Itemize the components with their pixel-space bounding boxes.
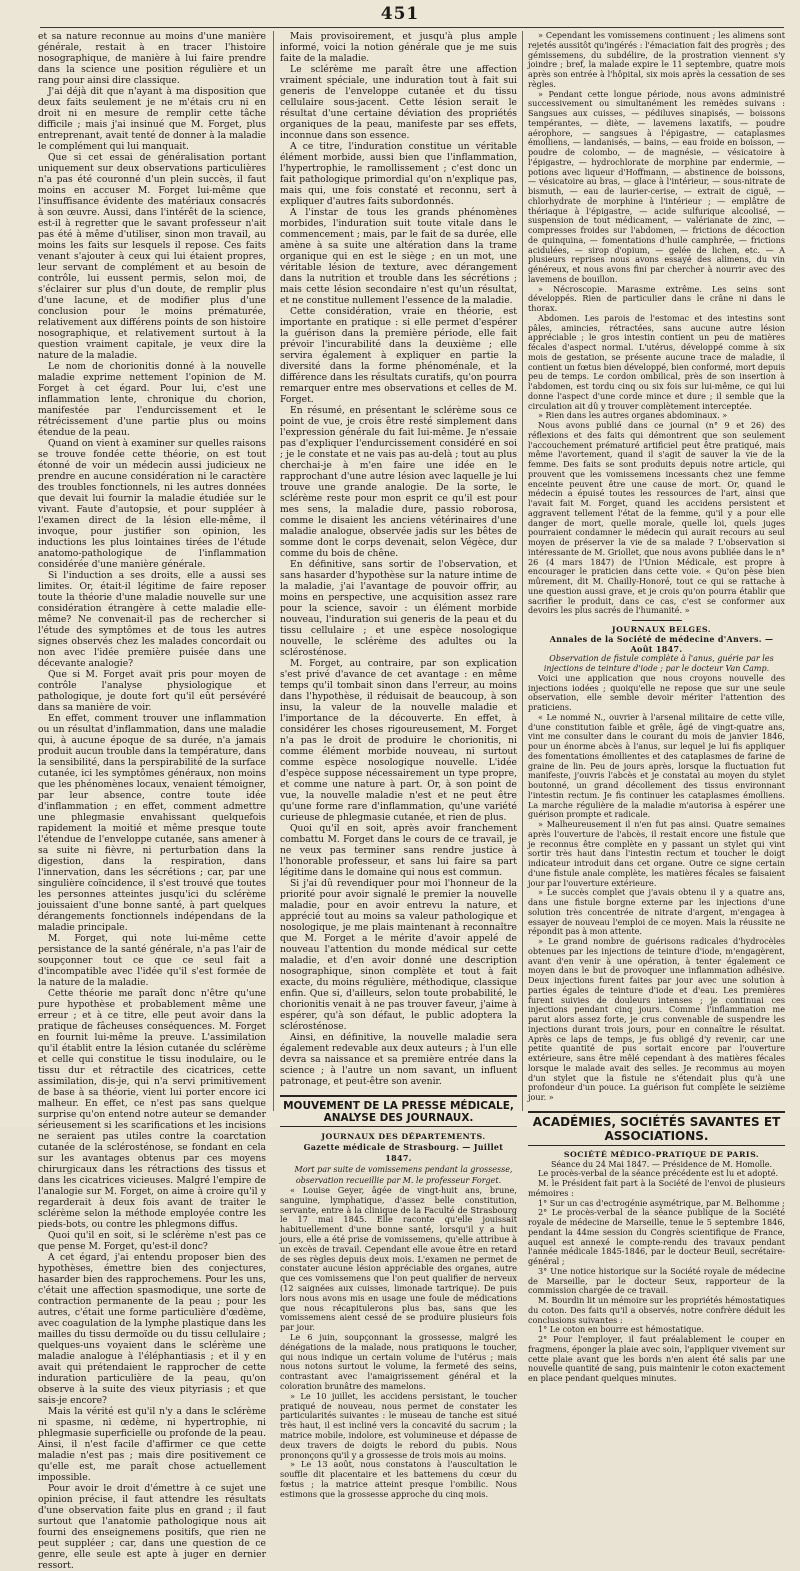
paragraph: » Le 10 juillet, les accidens persistant, le toucher pratiqué de nouveau, nous permet de constater les particularités suivantes : le museau de tanche est situé très haut, il est incliné vers la concavité du sacrum ; la matrice mobile, indolore, est volumineuse et dépasse de deux travers de doigts le rebord du pubis. Nous prononçons qu'il y a grossesse de trois mois au moins. <box>280 1390 517 1460</box>
article-title: Observation de fistule complète à l'anus, guérie par les injections de teinture d'iode ; par le docteur Van Camp. <box>543 654 774 673</box>
paragraph: 2° Le procès-verbal de la séance publique de la Société royale de médecine de Marseille, tenue le 5 septembre 1846, pendant la 44me session du Congrès scientifique de France, auquel est annexé le compte-rendu des travaux pendant l'année médicale 1845-1846, par le docteur Beuil, secrétaire-général ; <box>528 1207 785 1266</box>
paragraph: Nous avons publié dans ce journal (n° 9 et 26) des réflexions et des faits qui démontrent que son seulement l'accouchement prématuré artificiel peut être pratiqué, mais même l'avortement, quand il s'agit de sauver la vie de la femme. Des faits se sont produits depuis notre article, qui prouvent que les vomissemens incessants chez une femme enceinte peuvent être une cause de mort. Or, quand le médecin a épuisé toutes les ressources de l'art, ainsi que l'avait fait M. Forget, quand les accidens persistent et aggravent tellement l'état de la femme, qu'il y a pour elle danger de mort, quelle morale, quelle loi, quels juges pourraient condamner le médecin qui aurait recours au seul moyen de préserver la vie de sa malade ? L'observation si intéressante de M. Griollet, que nous avons publiée dans le n° 26 (4 mars 1847) de l'Union Médicale, est propre à encourager le praticien dans cette voie. « Qu'on pèse bien mûrement, dit M. Chailly-Honoré, tout ce qui se rattache à une question aussi grave, et je crois qu'on pourra établir que sacrifier le produit, dans ce cas, c'est se conformer aux devoirs les plus sacrés de l'humanité. » <box>528 420 785 616</box>
paragraph: Voici une application que nous croyons nouvelle des injections iodées ; quoiqu'elle ne repose que sur une seule observation, elle semble devoir mériter l'attention des praticiens. <box>528 672 785 712</box>
paragraph: Quand on vient à examiner sur quelles raisons se trouve fondée cette théorie, on est tout étonné de voir un médecin aussi judicieux ne prendre en aucune considération ni le caractère des troubles fonctionnels, ni les autres données que devait lui fournir la maladie étudiée sur le vivant. Faute d'autopsie, et pour suppléer à l'examen direct de la lésion elle-même, il invoque, pour justifier son opinion, les inductions les plus lointaines tirées de l'étude anatomo-pathologique de l'inflammation considérée d'une manière générale. <box>38 438 266 570</box>
paragraph: Mais provisoirement, et jusqu'à plus ample informé, voici la notion générale que je me suis faite de la maladie. <box>280 31 517 64</box>
paragraph: « Le nommé N., ouvrier à l'arsenal militaire de cette ville, d'une constitution faible et grêle, âgé de vingt-quatre ans, vint me consulter dans le courant du mois de janvier 1846, pour un énorme abcès à l'anus, sur lequel je lui fis appliquer des fomentations émollientes et des cataplasmes de farine de graine de lin. Peu de jours après, lorsque la fluctuation fut manifeste, j'ouvris l'abcès et je constatai au moyen du stylet boutonné, un grand décollement des tissus environnant l'intestin rectum. Je fis continuer les cataplasmes émolliens. La marche régulière de la maladie m'autorisa à espérer une guérison prompte et radicale. <box>528 711 785 820</box>
header-rule <box>40 27 784 28</box>
paragraph: » Cependant les vomissemens continuent ; les alimens sont rejetés aussitôt qu'ingérés : l'émaciation fait des progrès ; des gémissemens, du subdélire, de la prostration viennent s'y joindre ; bref, la malade expire le 11 septembre, quatre mois après son entrée à l'hôpital, six mois après la cessation de ses règles. <box>528 30 785 89</box>
paragraph: M. Forget, au contraire, par son explication s'est privé d'avance de cet avantage : en même temps qu'il tombait sinon dans l'erreur, au moins dans l'hypothèse, il réduisait de beaucoup, à son insu, la valeur de la nouvelle maladie et l'importance de la découverte. En effet, à considérer les choses rigoureusement, M. Forget n'a pas le droit de produire le chorionitis, ni comme élément morbide nouveau, ni surtout comme espèce nosologique nouvelle. L'idée d'espèce suppose nécessairement un type propre, et comme une nature à part. Or, à son point de vue, la nouvelle maladie n'est et ne peut être qu'une forme rare d'inflammation, qu'une variété curieuse de phlegmasie cutanée, et rien de plus. <box>280 658 517 823</box>
paragraph: 3° Une notice historique sur la Société royale de médecine de Marseille, par le docteur Seux, rapporteur de la commission chargée de ce travail. <box>528 1265 785 1296</box>
paragraph: A cet égard, j'ai entendu proposer bien des hypothèses, émettre bien des conjectures, hasarder bien des rapprochemens. Pour les uns, c'était une affection spasmodique, une sorte de contraction permanente de la peau ; pour les autres, c'était une forme particulière d'œdème, avec coagulation de la lymphe plastique dans les mailles du tissu dermoïde ou du tissu cellulaire ; quelques-uns voyaient dans le sclérème une maladie analogue à l'éléphantiasis ; et il y en avait qui prétendaient le rapprocher de cette induration particulière de la peau, qu'on observe à la suite des vieux pityriasis ; et que sais-je encore? <box>38 1252 266 1406</box>
paragraph: Si l'induction a ses droits, elle a aussi ses limites. Or, était-il légitime de faire reposer toute la théorie d'une maladie nouvelle sur une considération étrangère à cette maladie elle-même? Ne convenait-il pas de rechercher si l'étude des symptômes et de tous les autres signes observés chez les malades concordait ou non avec l'idée première puisée dans une décevante analogie? <box>38 570 266 669</box>
paragraph: M. Forget, qui note lui-même cette persistance de la santé générale, n'a pas l'air de soupçonner tout ce que ce seul fait a d'incompatible avec l'idée qu'il s'est formée de la nature de la maladie. <box>38 933 266 988</box>
paragraph: et sa nature reconnue au moins d'une manière générale, restait à en tracer l'histoire nosographique, de manière à lui faire prendre dans la science une position régulière et un rang pour ainsi dire classique. <box>38 31 266 86</box>
article-source: Annales de la Société de médecine d'Anvers. — Août 1847. <box>549 633 774 654</box>
paragraph: Cette théorie me paraît donc n'être qu'une pure hypothèse et probablement même une erreur ; et à ce titre, elle peut avoir dans la pratique de fâcheuses conséquences. M. Forget en fournit lui-même la preuve. L'assimilation qu'il établit entre la lésion cutanée du sclérème et celle qui constitue le tissu inodulaire, ou le tissu dur et rétractile des cicatrices, cette assimilation, dis-je, qui n'a servi primitivement de base à sa théorie, vient lui porter encore ici malheur. En effet, ce n'est pas sans quelque surprise qu'on entend notre auteur se demander sérieusement si les scarifications et les incisions ne seraient pas utiles contre la coarctation cutanée de la sclérosténose, se fondant en cela sur les avantages obtenus par ces moyens chirurgicaux dans les rétractions des tissus et dans les cicatrices vicieuses. Malgré l'empire de l'analogie sur M. Forget, on aime à croire qu'il y regarderait à deux fois avant de traiter le sclérème selon la méthode employée contre les pieds-bots, ou contre les phlegmons diffus. <box>38 988 266 1230</box>
article-source: Gazette médicale de Strasbourg. — Juillet 1847. <box>303 1142 504 1163</box>
paragraph: Que si M. Forget avait pris pour moyen de contrôle l'analyse physiologique et pathologique, je doute fort qu'il eût persévéré dans sa manière de voir. <box>38 669 266 713</box>
paragraph: Le procès-verbal de la séance précédente est lu et adopté. <box>538 1168 779 1179</box>
subsection-title-belgian: JOURNAUX BELGES. <box>611 625 712 634</box>
session-info: Séance du 24 Mai 1847. — Présidence de M. Homolle. <box>550 1159 773 1169</box>
paragraph: » Le 13 août, nous constatons à l'auscultation le souffle dit placentaire et les battemens du cœur du fœtus ; la matrice atteint presque l'ombilic. Nous estimons que la grossesse approche du cinq mois. <box>280 1459 517 1499</box>
section-title-academies: ACADÉMIES, SOCIÉTÉS SAVANTES ET ASSOCIATIONS. <box>528 1111 785 1146</box>
column-3 <box>528 30 785 1383</box>
paragraph: Abdomen. Les parois de l'estomac et des intestins sont pâles, amincies, rétractées, sans aucune autre lésion appréciable ; le gros intestin contient un peu de matières fécales d'aspect normal. L'utérus, développé comme à six mois de gestation, se présente aucune trace de maladie, il contient un fœtus bien développé, bien conformé, mort depuis peu de temps. Le cordon ombilical, près de son insertion à l'abdomen, est tordu cinq ou six fois sur lui-même, ce qui lui donne l'aspect d'une corde mince et dure ; il semble que la circulation ait dû y trouver complètement interceptée. <box>528 312 785 411</box>
paragraph: « Louise Geyer, âgée de vingt-huit ans, brune, sanguine, lymphatique, d'assez belle constitution, servante, entre à la clinique de la Faculté de Strasbourg le 17 mai 1845. Elle raconte qu'elle jouissait habituellement d'une bonne santé, lorsqu'il y a huit jours, elle a été prise de vomissemens, qu'elle attribue à un excès de travail. Cependant elle avoue être en retard de ses règles depuis deux mois. L'examen ne permet de constater aucune lésion appréciable des organes, autre que ces vomissemens que l'on peut qualifier de nerveux (12 saignées aux cuisses, limonade tartrique). De puis lors nous avons mis en usage une foule de médications que nous récapitulerons plus bas, sans que les vomissemens aient cessé de se produire plusieurs fois par jour. <box>280 1185 517 1333</box>
paragraph: Le sclérème me paraît être une affection vraiment spéciale, une induration tout à fait sui generis de l'enveloppe cutanée et du tissu cellulaire sous-jacent. Cette lésion serait le résultat d'une certaine déviation des propriétés organiques de la peau, manifeste par ses effets, inconnue dans son essence. <box>280 64 517 141</box>
paragraph: M. le Président fait part à la Société de l'envoi de plusieurs mémoires : <box>528 1178 785 1198</box>
article-body <box>280 1186 517 1500</box>
paragraph: A l'instar de tous les grands phénomènes morbides, l'induration suit toute vitale dans le commencement ; mais, par le fait de sa durée, elle amène à sa suite une altération dans la trame organique qui en est le siège ; en un mot, une véritable lésion de texture, avec dérangement dans la nutrition et trouble dans les sécrétions ; mais cette lésion secondaire n'est qu'un résultat, et ne constitue nullement l'essence de la maladie. <box>280 207 517 306</box>
paragraph: 1° Le coton en bourre est hémostatique. <box>538 1324 704 1335</box>
paragraph: Mais la vérité est qu'il n'y a dans le sclérème ni spasme, ni œdème, ni hypertrophie, ni phlegmasie superficielle ou profonde de la peau. Ainsi, il n'est facile d'affirmer ce que cette maladie n'est pas ; mais dire positivement ce qu'elle est, me paraît chose actuellement impossible. <box>38 1406 266 1483</box>
paragraph: M. Bourdin lit un mémoire sur les propriétés hémostatiques du coton. Des faits qu'il a observés, notre confrère déduit les conclusions suivantes : <box>528 1295 785 1325</box>
column-divider-2 <box>522 31 523 1111</box>
column-2 <box>280 31 517 1499</box>
section-title-press-review: MOUVEMENT DE LA PRESSE MÉDICALE, ANALYSE DES JOURNAUX. <box>280 1095 517 1127</box>
paragraph: » Rien dans les autres organes abdominaux. » <box>538 410 728 421</box>
paragraph: Pour avoir le droit d'émettre à ce sujet une opinion précise, il faut attendre les résultats d'une observation faite plus en grand ; il faut surtout que l'anatomie pathologique nous ait fourni des enseignemens positifs, que rien ne peut suppléer ; car, dans une question de ce genre, elle seule est apte à juger en dernier ressort. <box>38 1483 266 1571</box>
column-1 <box>38 31 266 1571</box>
paragraph: Que si cet essai de généralisation portant uniquement sur deux observations particulières n'a pas été couronné d'un plein succès, il faut moins en accuser M. Forget lui-même que l'insuffisance évidente des matériaux consacrés à son œuvre. Aussi, dans l'intérêt de la science, est-il à regretter que le savant professeur n'ait pas été à même d'utiliser, sinon mon travail, au moins les faits sur lesquels il repose. Ces faits venant s'ajouter à ceux qui lui étaient propres, leur servant de complément et au besoin de contrôle, lui eussent permis, selon moi, de s'éclairer sur plus d'un doute, de remplir plus d'une lacune, et de modifier plus d'une conclusion pour le moins prématurée, relativement aux différens points de son histoire nosographique, et relativement surtout à la question vraiment capitale, je veux dire la nature de la maladie. <box>38 152 266 361</box>
paragraph: Le nom de chorionitis donné à la nouvelle maladie exprime nettement l'opinion de M. Forget à cet égard. Pour lui, c'est une inflammation lente, chronique du chorion, manifestée par l'endurcissement et le rétrécissement d'une partie plus ou moins étendue de la peau. <box>38 361 266 438</box>
column-divider-1 <box>273 31 274 1111</box>
subsection-title-departments: JOURNAUX DES DÉPARTEMENTS. <box>321 1132 486 1141</box>
paragraph: Ainsi, en définitive, la nouvelle maladie sera également redevable aux deux auteurs ; à l'un elle devra sa naissance et sa première entrée dans la science ; à l'autre un nom savant, un influent patronage, et peut-être son avenir. <box>280 1032 517 1087</box>
society-name: SOCIÉTÉ MÉDICO-PRATIQUE DE PARIS. <box>563 1149 760 1159</box>
paragraph: J'ai déjà dit que n'ayant à ma disposition que deux faits seulement je ne m'étais cru ni en droit ni en mesure de remplir cette tâche difficile ; mais j'ai insinué que M. Forget, plus entreprenant, avait tenté de donner à la maladie le complément qui lui manquait. <box>38 86 266 152</box>
paragraph: Quoi qu'il en soit, après avoir franchement combattu M. Forget dans le cours de ce travail, je ne veux pas terminer sans rendre justice à l'honorable professeur, et sans lui faire sa part légitime dans le domaine qui nous est commun. <box>280 823 517 878</box>
article-title: Mort par suite de vomissemens pendant la grossesse, observation recueillie par M. le professeur Forget. <box>294 1165 513 1185</box>
paragraph: » Pendant cette longue période, nous avons administré successivement ou simultanément les remèdes suivans : Sangsues aux cuisses, — pédiluves sinapisés, — boissons tempérantes, — diète, — lavemens laxatifs, — poudre aérophore, — sangsues à l'épigastre, — cataplasmes émolliens, — landanisés, — bains, — eau froide en boisson, — poudre de colombo, — de magnésie, — vésicatoire à l'épigastre, — hydrochlorate de morphine par endermie, — potions avec liqueur d'Hoffmann, — abstinence de boissons, — vésicatoire au bras, — glace à l'intérieur, — sous-nitrate de bismuth, — eau de laurier-cerise, — extrait de ciguë, — chlorhydrate de morphine à l'intérieur ; — emplâtre de thériaque à l'épigastre, — acide sulfurique alcoolisé, — suspension de tout médicament, — valérianate de zinc, — compresses froides sur l'abdomen, — frictions de décoction de quinquina, — fomentations d'huile camphrée, — frictions acidulées, — sirop d'opium, — gelée de lichen, etc. — A plusieurs reprises nous avons essayé des alimens, du vin généreux, et nous avons fini par chercher à nourrir avec des lavemens de bouillon. <box>528 88 785 284</box>
paragraph: 1° Sur un cas d'ectrogénie asymétrique, par M. Belhomme ; <box>538 1197 785 1208</box>
paragraph: A ce titre, l'induration constitue un véritable élément morbide, aussi bien que l'inflammation, l'hypertrophie, le ramollissement ; c'est donc un fait pathologique primordial qu'on n'explique pas, mais qui, une fois constaté et reconnu, sert à expliquer d'autres faits subordonnés. <box>280 141 517 207</box>
paragraph: En définitive, sans sortir de l'observation, et sans hasarder d'hypothèse sur la nature intime de la maladie, j'ai l'avantage de pouvoir offrir, au moins en perspective, une acquisition assez rare pour la science, savoir : un élément morbide nouveau, l'induration sui generis de la peau et du tissu cellulaire ; et une espèce nosologique nouvelle, le sclérème des adultes ou la sclérosténose. <box>280 559 517 658</box>
paragraph: Le 6 juin, soupçonnant la grossesse, malgré les dénégations de la malade, nous pratiquons le toucher, qui nous indique un certain volume de l'utérus ; mais nous notons surtout le volume, la fermeté des seins, contrastant avec l'amaigrissement général et la coloration brunâtre des mamelons. <box>280 1331 517 1391</box>
paragraph: En effet, comment trouver une inflammation ou un résultat d'inflammation, dans une maladie qui, à aucune époque de sa durée, n'a jamais produit aucun trouble dans la température, dans la sensibilité, dans la perspirabilité de la surface cutanée, ici les symptômes généraux, non moins que les phénomènes locaux, venaient témoigner, par leur absence, contre toute idée d'inflammation ; en effet, comment admettre une phlegmasie envahissant quelquefois rapidement la moitié et même presque toute l'étendue de l'enveloppe cutanée, sans amener à sa suite ni fièvre, ni perturbation dans la digestion, dans la respiration, dans l'innervation, dans les sécrétions ; car, par une singulière coïncidence, il s'est trouvé que toutes les personnes atteintes jusqu'ici du sclérème jouissaient d'une bonne santé, à part quelques dérangements fonctionnels indépendans de la maladie principale. <box>38 713 266 933</box>
page-number: 451 <box>380 4 420 24</box>
paragraph: Si j'ai dû revendiquer pour moi l'honneur de la priorité pour avoir signalé le premier la nouvelle maladie, pour en avoir entrevu la nature, et apprécié tout au moins sa valeur pathologique et nosologique, je me plais maintenant à reconnaître que M. Forget a le mérite d'avoir appelé de nouveau l'attention du monde médical sur cette maladie, et d'en avoir donné une description nosographique, sinon complète et tout à fait exacte, du moins régulière, méthodique, classique enfin. Que si, d'ailleurs, selon toute probabilité, le chorionitis venait à ne pas trouver faveur, j'aime à espérer, qu'à son défaut, le public adoptera la sclérosténose. <box>280 878 517 1032</box>
paragraph: Cette considération, vraie en théorie, est importante en pratique : si elle permet d'espérer la guérison dans la première période, elle fait prévoir l'incurabilité dans la deuxième ; elle servira également à expliquer en partie la diversité dans la forme phénoménale, et la différence dans les résultats curatifs, qu'on pourra remarquer entre mes observations et celles de M. Forget. <box>280 306 517 405</box>
paragraph: Quoi qu'il en soit, si le sclérème n'est pas ce que pense M. Forget, qu'est-il donc? <box>38 1230 266 1252</box>
paragraph: » Nécroscopie. Marasme extrême. Les seins sont développés. Rien de particulier dans le crâne ni dans le thorax. <box>528 283 785 313</box>
paragraph: » Malheureusement il n'en fut pas ainsi. Quatre semaines après l'ouverture de l'abcès, il restait encore une fistule que je reconnus être complète en y passant un stylet qui vint sortir très haut dans l'intestin rectum et toucher le doigt indicateur introduit dans cet organe. Outre ce signe certain d'une fistule anale complète, les matières fécales se faisaient jour par l'ouverture extérieure. <box>528 819 785 888</box>
paragraph: 2° Pour l'employer, il faut préalablement le couper en fragmens, éponger la plaie avec soin, l'appliquer vivement sur cette plaie avant que les bords n'en aient été salis par une nouvelle quantité de sang, puis maintenir le coton exactement en place pendant quelques minutes. <box>528 1334 785 1383</box>
paragraph: » Le succès complet que j'avais obtenu il y a quatre ans, dans une fistule borgne externe par les injections d'une solution très concentrée de nitrate d'argent, m'engagea à essayer de nouveau l'emploi de ce moyen. Mais la réussite ne répondit pas à mon attente. <box>528 887 785 937</box>
paragraph: » Le grand nombre de guérisons radicales d'hydrocèles obtenues par les injections de teinture d'iode, m'engagèrent, avant d'en venir à une opération, à tenter également ce moyen dans le but de provoquer une inflammation adhésive. Deux injections furent faites par jour avec une solution à parties égales de teinture d'iode et d'eau. Les premières furent suivies de douleurs intenses ; je continuai ces injections pendant cinq jours. Comme l'inflammation me parut alors assez forte, je crus convenable de suspendre les injections durant trois jours, pour en connaître le résultat. Après ce laps de temps, je fus obligé d'y revenir, car une petite quantité de pus sortait encore par l'ouverture extérieure, sans être mêlé cependant à des matières fécales lorsque le malade avait des selles. Je recommus au moyen d'un stylet que la fistule ne s'étendait plus qu'à une profondeur d'un pouce. La guérison fut complète le seizième jour. » <box>528 936 785 1102</box>
paragraph: En résumé, en présentant le sclérème sous ce point de vue, je crois être resté simplement dans l'expression générale du fait lui-même. Je n'essaie pas d'expliquer l'endurcissement considéré en soi ; je le constate et ne vais pas au-delà ; tout au plus cherchai-je à m'en faire une idée en le rapprochant d'une autre lésion avec laquelle je lui trouve une grande analogie. De la sorte, le sclérème reste pour mon esprit ce qu'il est pour mes sens, la maladie dure, passio roborosa, comme le disaient les anciens vétérinaires d'une maladie analogue, observée jadis sur les bêtes de somme dont le corps devenait, selon Végèce, dur comme du bois de chêne. <box>280 405 517 559</box>
divider <box>632 620 682 621</box>
